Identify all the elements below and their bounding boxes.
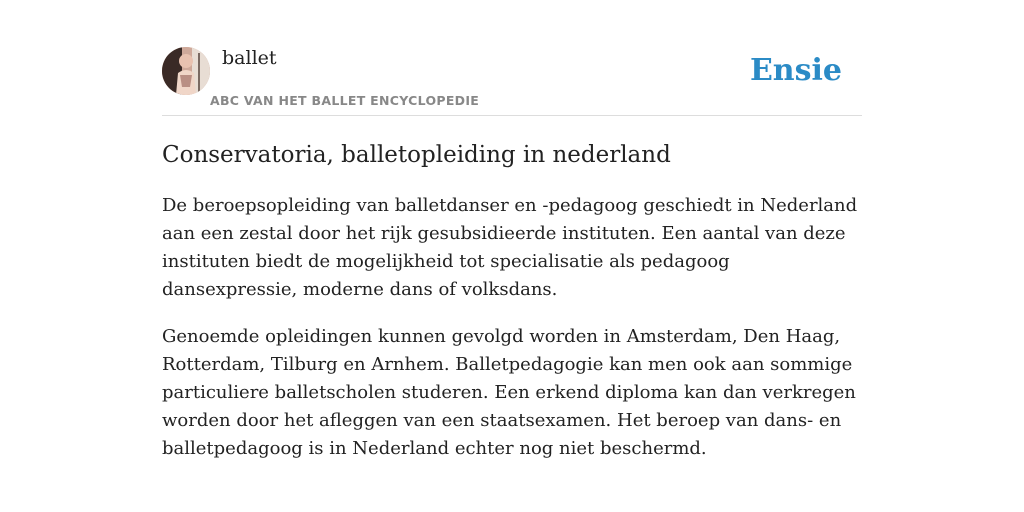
brand-logo[interactable]: Ensie bbox=[749, 53, 842, 88]
book-title[interactable]: ballet bbox=[222, 47, 277, 69]
header bbox=[162, 46, 862, 116]
dancer-portrait-icon bbox=[162, 47, 210, 95]
article-title: Conservatoria, balletopleiding in nederland bbox=[162, 142, 671, 168]
avatar[interactable] bbox=[162, 47, 210, 95]
article-paragraph: Genoemde opleidingen kunnen gevolgd worden in Amsterdam, Den Haag, Rotterdam, Tilburg en Arnhem. Balletpedagogie kan men ook aan sommige particuliere balletscholen studeren. Een erkend diploma kan dan verkregen worden door het afleggen van een staatsexamen. Het beroep van dans- en balletpedagoog is in Nederland echter nog niet beschermd. bbox=[162, 326, 856, 459]
book-subtitle[interactable]: ABC VAN HET BALLET ENCYCLOPEDIE bbox=[210, 93, 480, 108]
article-paragraph: De beroepsopleiding van balletdanser en -pedagoog geschiedt in Nederland aan een zestal door het rijk gesubsidieerde instituten. Een aantal van deze instituten biedt de mogelijkheid tot specialisatie als pedagoog dansexpressie, moderne dans of volksdans. bbox=[162, 195, 858, 300]
header-divider bbox=[162, 115, 862, 116]
